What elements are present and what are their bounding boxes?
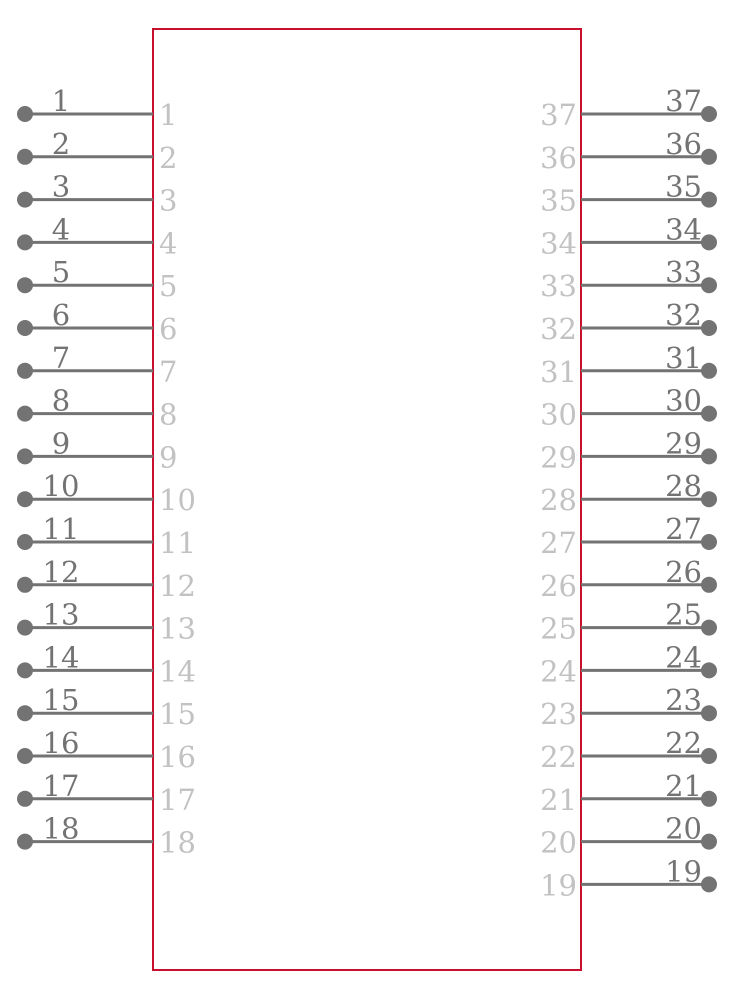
pin-number: 29 — [665, 426, 702, 461]
pin-29 — [540, 426, 717, 474]
right-pin-group — [540, 84, 717, 902]
pin-name: 37 — [540, 98, 577, 132]
pin-number: 20 — [665, 811, 702, 846]
pin-endpoint-dot — [701, 662, 717, 678]
pin-30 — [540, 384, 717, 432]
pin-name: 25 — [540, 611, 577, 646]
pin-21 — [540, 769, 717, 817]
pin-name: 7 — [159, 354, 178, 389]
pin-number: 37 — [665, 84, 702, 118]
pin-name: 26 — [540, 568, 577, 603]
pin-number: 10 — [42, 469, 80, 504]
pin-endpoint-dot — [17, 448, 33, 464]
pin-name: 15 — [159, 697, 196, 732]
pin-number: 24 — [665, 640, 702, 675]
pin-endpoint-dot — [17, 277, 33, 293]
pin-11 — [17, 512, 196, 560]
pin-endpoint-dot — [17, 791, 33, 807]
pin-number: 26 — [665, 554, 702, 589]
pin-number: 12 — [42, 554, 80, 589]
pin-endpoint-dot — [701, 106, 717, 122]
pin-name: 30 — [540, 397, 577, 432]
pin-endpoint-dot — [17, 705, 33, 721]
pin-endpoint-dot — [701, 748, 717, 764]
pin-endpoint-dot — [701, 705, 717, 721]
pin-10 — [17, 469, 196, 517]
pin-13 — [17, 598, 196, 646]
pin-34 — [540, 212, 717, 260]
pin-name: 35 — [540, 183, 577, 218]
component-body — [153, 29, 581, 970]
pin-endpoint-dot — [17, 106, 33, 122]
pin-name: 24 — [540, 654, 577, 689]
pin-endpoint-dot — [701, 406, 717, 422]
pin-name: 11 — [159, 526, 196, 560]
pin-16 — [17, 726, 196, 774]
pin-name: 27 — [540, 526, 577, 560]
pin-19 — [540, 854, 717, 902]
pin-name: 31 — [540, 354, 577, 389]
pin-number: 14 — [42, 640, 80, 675]
pin-endpoint-dot — [17, 491, 33, 507]
pin-33 — [540, 255, 717, 303]
pin-endpoint-dot — [17, 149, 33, 165]
pin-number: 7 — [51, 340, 71, 375]
pin-number: 21 — [665, 768, 702, 803]
pin-endpoint-dot — [701, 491, 717, 507]
pin-endpoint-dot — [701, 876, 717, 892]
left-pin-group — [17, 84, 196, 860]
pin-name: 16 — [159, 740, 196, 774]
pin-number: 31 — [665, 340, 702, 375]
pin-name: 8 — [159, 397, 178, 432]
pin-endpoint-dot — [701, 363, 717, 379]
pin-number: 22 — [665, 726, 702, 760]
pin-number: 4 — [51, 212, 71, 247]
pin-27 — [540, 512, 717, 560]
pin-endpoint-dot — [701, 277, 717, 293]
pin-number: 13 — [42, 597, 80, 632]
pin-number: 11 — [42, 512, 80, 546]
pin-name: 34 — [540, 226, 577, 261]
pin-number: 3 — [51, 169, 71, 204]
pin-endpoint-dot — [701, 620, 717, 636]
pin-14 — [17, 640, 196, 688]
pin-name: 5 — [159, 269, 178, 304]
pin-32 — [540, 298, 717, 346]
pin-28 — [540, 469, 717, 517]
pin-name: 23 — [540, 697, 577, 732]
pin-35 — [540, 170, 717, 218]
pin-endpoint-dot — [17, 620, 33, 636]
pin-name: 12 — [159, 568, 196, 603]
pin-name: 18 — [159, 825, 196, 860]
pin-number: 15 — [42, 683, 80, 718]
pin-endpoint-dot — [17, 534, 33, 550]
pin-name: 1 — [159, 98, 178, 132]
pin-number: 36 — [665, 126, 702, 161]
pin-number: 23 — [665, 683, 702, 718]
pin-endpoint-dot — [701, 192, 717, 208]
pin-name: 28 — [540, 483, 577, 518]
pin-number: 30 — [665, 383, 702, 418]
pin-name: 10 — [159, 483, 196, 518]
pin-26 — [540, 555, 717, 603]
pin-23 — [540, 683, 717, 731]
pin-number: 25 — [665, 597, 702, 632]
pin-endpoint-dot — [17, 577, 33, 593]
pin-endpoint-dot — [17, 662, 33, 678]
pin-number: 27 — [665, 512, 702, 546]
pin-number: 8 — [51, 383, 71, 418]
pin-number: 18 — [42, 811, 80, 846]
pin-31 — [540, 341, 717, 389]
pin-name: 36 — [540, 140, 577, 175]
pin-name: 9 — [159, 440, 178, 475]
pin-name: 21 — [540, 782, 577, 817]
pin-number: 34 — [665, 212, 702, 247]
pin-endpoint-dot — [17, 234, 33, 250]
pin-name: 33 — [540, 269, 577, 304]
pin-endpoint-dot — [701, 234, 717, 250]
pin-endpoint-dot — [701, 577, 717, 593]
pin-number: 28 — [665, 469, 702, 504]
pin-number: 33 — [665, 255, 702, 290]
pin-number: 35 — [665, 169, 702, 204]
pin-endpoint-dot — [17, 320, 33, 336]
pin-25 — [540, 598, 717, 646]
pin-endpoint-dot — [701, 448, 717, 464]
pin-number: 9 — [51, 426, 71, 461]
pin-name: 14 — [159, 654, 196, 689]
pin-number: 17 — [42, 768, 80, 803]
pin-name: 20 — [540, 825, 577, 860]
pin-number: 32 — [665, 298, 702, 332]
pin-number: 5 — [51, 255, 71, 290]
pin-number: 16 — [42, 726, 80, 760]
pin-15 — [17, 683, 196, 731]
pin-endpoint-dot — [17, 192, 33, 208]
pin-12 — [17, 555, 196, 603]
pin-endpoint-dot — [701, 834, 717, 850]
pin-endpoint-dot — [17, 363, 33, 379]
pin-name: 17 — [159, 782, 196, 817]
pin-18 — [17, 812, 196, 860]
pin-name: 32 — [540, 312, 577, 346]
pin-name: 29 — [540, 440, 577, 475]
pin-name: 13 — [159, 611, 196, 646]
pin-name: 4 — [159, 226, 178, 261]
pin-endpoint-dot — [701, 791, 717, 807]
pin-number: 6 — [51, 298, 71, 332]
pin-22 — [540, 726, 717, 774]
pin-17 — [17, 769, 196, 817]
pin-number: 19 — [665, 854, 702, 889]
pin-endpoint-dot — [17, 834, 33, 850]
pin-endpoint-dot — [701, 320, 717, 336]
pin-name: 3 — [159, 183, 178, 218]
pin-number: 2 — [51, 126, 71, 161]
pin-endpoint-dot — [17, 748, 33, 764]
pin-name: 19 — [540, 868, 577, 903]
pin-24 — [540, 640, 717, 688]
pin-name: 22 — [540, 740, 577, 774]
pin-name: 6 — [159, 312, 178, 346]
pin-name: 2 — [159, 140, 178, 175]
pin-20 — [540, 812, 717, 860]
pin-36 — [540, 127, 717, 175]
pin-endpoint-dot — [701, 149, 717, 165]
pin-endpoint-dot — [17, 406, 33, 422]
pin-37 — [540, 84, 717, 132]
pin-endpoint-dot — [701, 534, 717, 550]
pin-number: 1 — [51, 84, 71, 118]
